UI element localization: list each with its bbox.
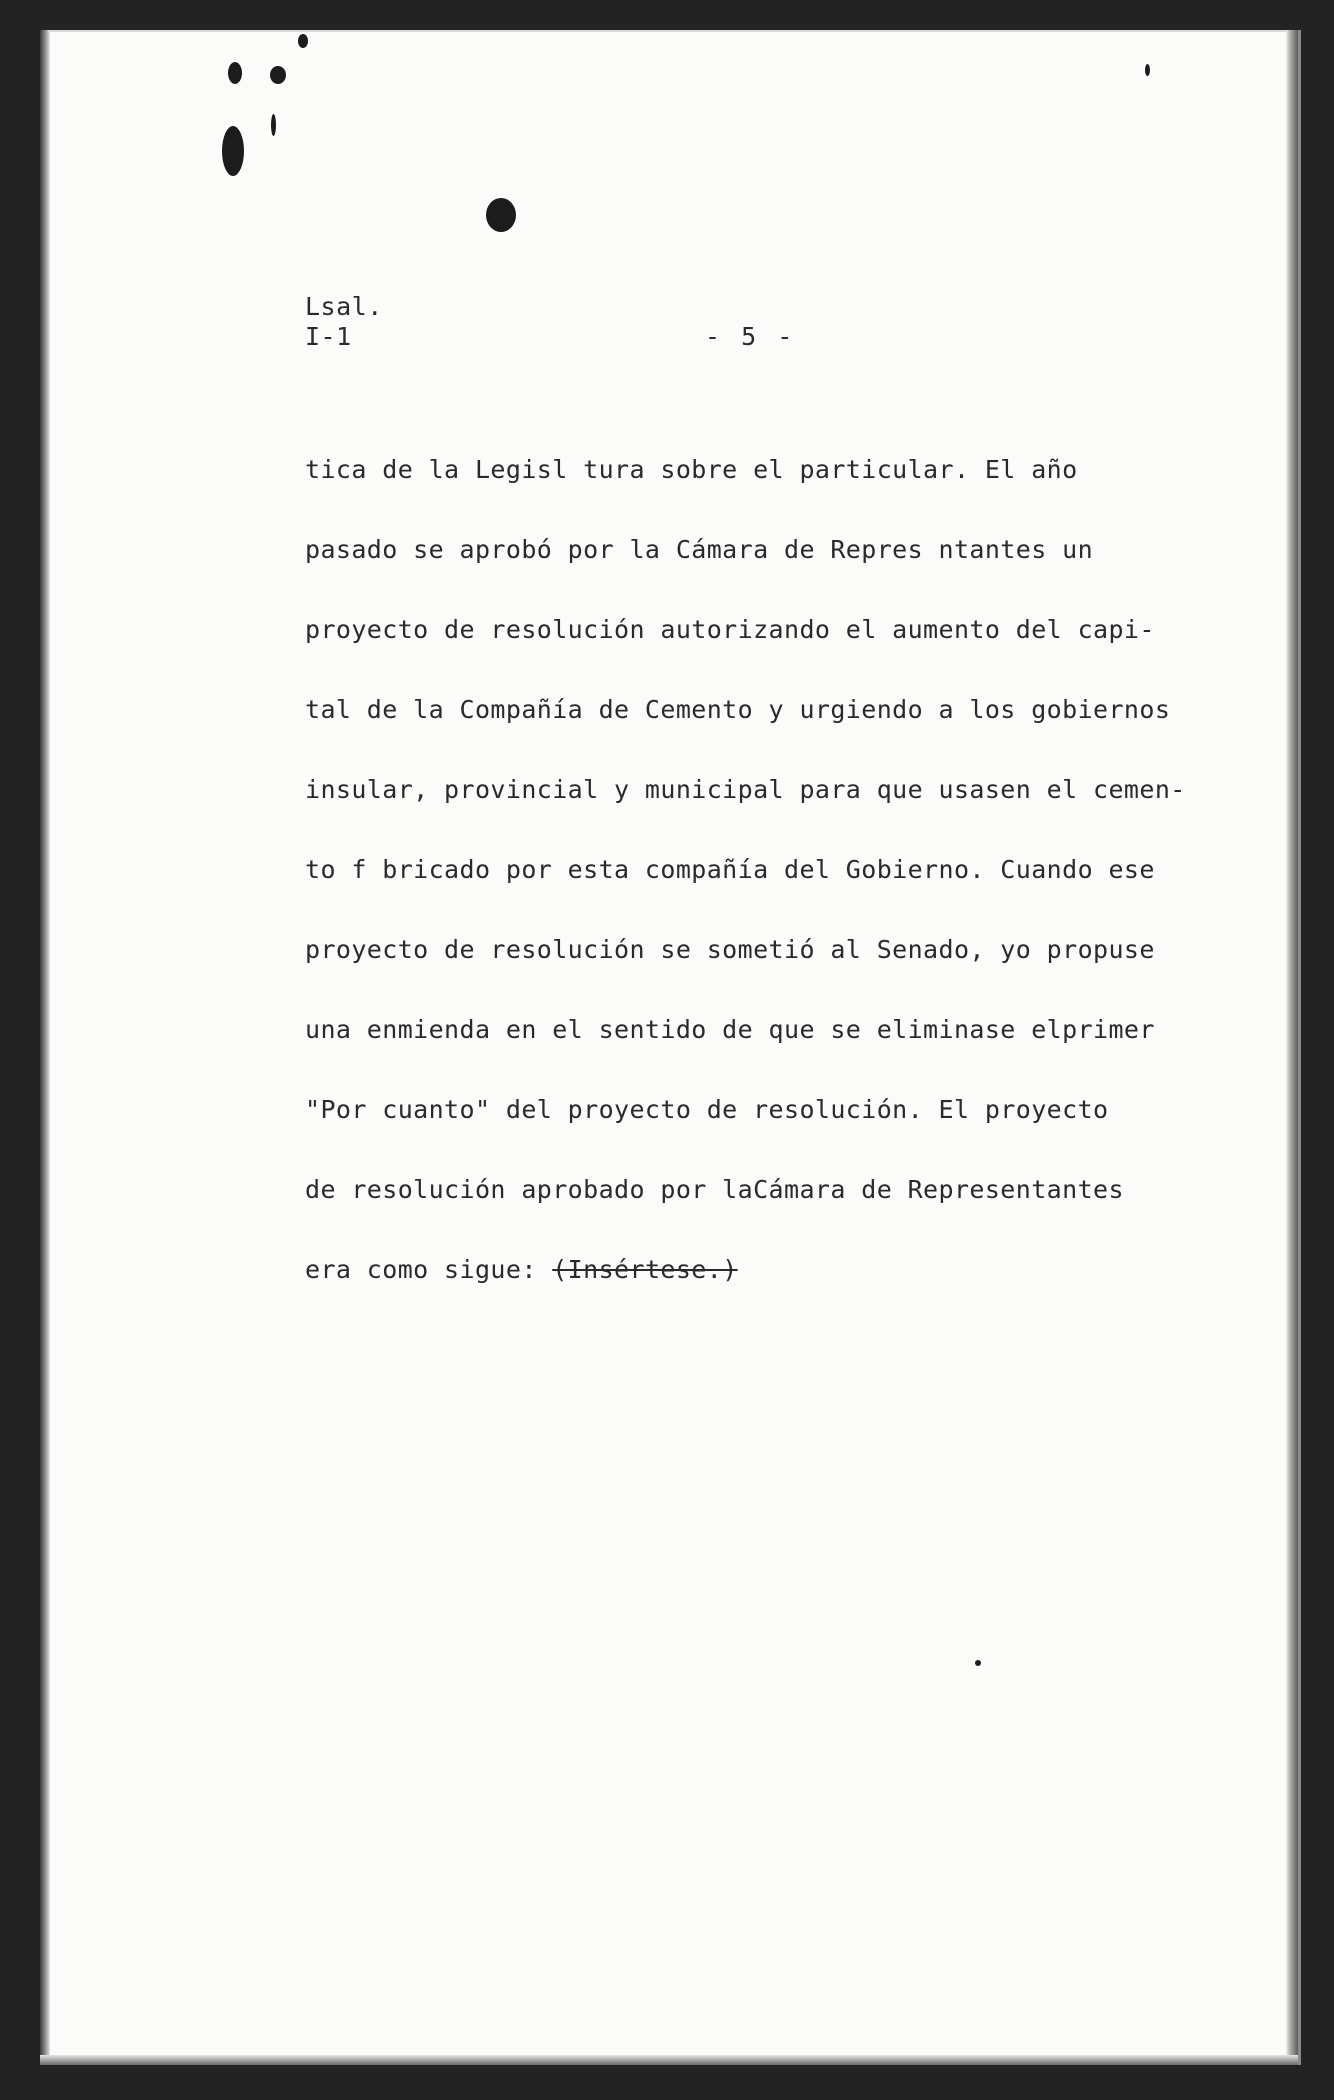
text-line: pasado se aprobó por la Cámara de Repres ntantes un xyxy=(305,535,1094,564)
ink-speck xyxy=(1145,64,1150,76)
binding-edge xyxy=(40,30,50,2065)
document-code-line-2: I-1 xyxy=(305,322,352,351)
text-line: proyecto de resolución autorizando el aumento del capi- xyxy=(305,615,1155,644)
struck-insert-note: (Insértese.) xyxy=(552,1255,738,1284)
text-line: tal de la Compañía de Cemento y urgiendo a los gobiernos xyxy=(305,695,1171,724)
typed-paragraph xyxy=(305,430,1285,1310)
ink-blot xyxy=(271,114,276,136)
text-line: proyecto de resolución se sometió al Senado, yo propuse xyxy=(305,935,1155,964)
ink-blot xyxy=(270,66,286,84)
document-code-line-1: Lsal. xyxy=(305,292,383,321)
text-line: "Por cuanto" del proyecto de resolución. El proyecto xyxy=(305,1095,1109,1124)
closing-phrase: era como sigue: xyxy=(305,1255,537,1284)
ink-blot xyxy=(486,198,516,232)
ink-speck xyxy=(975,1660,981,1666)
ink-blot xyxy=(228,62,242,84)
ink-blot xyxy=(222,126,244,176)
text-line: una enmienda en el sentido de que se eliminase elprimer xyxy=(305,1015,1155,1044)
scanned-page xyxy=(40,30,1298,2065)
page-number: - 5 - xyxy=(705,322,796,351)
document-code xyxy=(305,292,383,352)
text-line: insular, provincial y municipal para que usasen el cemen- xyxy=(305,775,1186,804)
page-stack-edge xyxy=(1286,30,1298,2065)
text-line: tica de la Legisl tura sobre el particular. El año xyxy=(305,455,1078,484)
page-bottom-edge xyxy=(40,2055,1298,2065)
text-line: de resolución aprobado por laCámara de Representantes xyxy=(305,1175,1124,1204)
text-line: to f bricado por esta compañía del Gobierno. Cuando ese xyxy=(305,855,1155,884)
ink-blot xyxy=(298,34,308,48)
text-line-last xyxy=(305,1230,1285,1310)
